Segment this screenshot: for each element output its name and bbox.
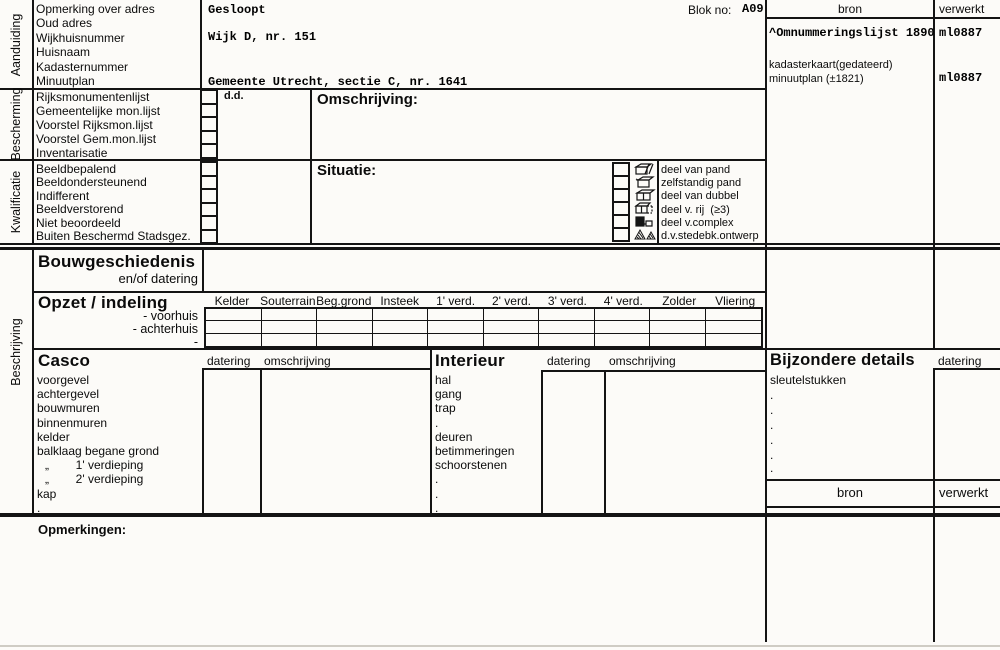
aanduiding-row-label: Wijkhuisnummer: [36, 31, 125, 45]
divider: [202, 250, 204, 292]
opzet-cell[interactable]: [428, 334, 484, 346]
verwerkt-entry-2: ml0887: [939, 71, 983, 85]
opzet-cell[interactable]: [706, 334, 762, 346]
section-label-beschrijving: Beschrijving: [9, 318, 23, 386]
bescherming-row-label: Voorstel Rijksmon.lijst: [36, 118, 153, 132]
casco-row-label: bouwmuren: [37, 401, 100, 415]
opzet-cell[interactable]: [539, 334, 595, 346]
situatie-option-label: deel van dubbel: [661, 190, 739, 202]
opmerkingen-field[interactable]: [35, 540, 763, 640]
divider: [657, 161, 659, 243]
bron-column-field[interactable]: [768, 517, 932, 639]
interieur-omschrijving-field[interactable]: [607, 373, 763, 511]
opzet-cell[interactable]: [373, 321, 429, 333]
dd-label: d.d.: [224, 90, 244, 102]
bescherming-row-label: Voorstel Gem.mon.lijst: [36, 132, 157, 146]
aanduiding-row-label: Kadasternummer: [36, 60, 129, 74]
bouwgeschiedenis-subtitle: en/of datering: [118, 271, 198, 286]
bescherming-row-label: Inventarisatie: [36, 146, 108, 160]
situatie-field[interactable]: [315, 180, 609, 240]
divider: [933, 368, 1000, 370]
section-label-kwalificatie: Kwalificatie: [9, 170, 23, 234]
kwalificatie-row-label: Beeldondersteunend: [36, 175, 147, 189]
opzet-row-label: - achterhuis: [132, 322, 198, 336]
interieur-row-label: .: [435, 501, 439, 515]
opzet-col-header: 1' verd.: [436, 294, 476, 308]
bijzondere-datering-field[interactable]: [936, 371, 998, 477]
divider: [32, 0, 34, 244]
kwalificatie-row-label: Indifferent: [36, 189, 90, 203]
aanduiding-row-label: Minuutplan: [36, 74, 95, 88]
bron-column-header: bron: [837, 2, 863, 16]
opzet-cell[interactable]: [706, 309, 762, 321]
kwalificatie-row-label: Niet beoordeeld: [36, 216, 121, 230]
checkbox-dv-stedebk-ontwerp[interactable]: [612, 227, 630, 242]
bouwgeschiedenis-title: Bouwgeschiedenis: [38, 252, 196, 271]
opzet-cell[interactable]: [706, 321, 762, 333]
opzet-cell[interactable]: [428, 309, 484, 321]
casco-row-label: kap: [37, 487, 57, 501]
opzet-cell[interactable]: [650, 334, 706, 346]
bescherming-row-label: Rijksmonumentenlijst: [36, 90, 150, 104]
opzet-cell[interactable]: [484, 309, 540, 321]
situatie-option-label: deel v.complex: [661, 217, 734, 229]
row-building-icon: [634, 202, 656, 214]
interieur-omschrijving-header: omschrijving: [609, 354, 676, 368]
bron-entry-2-line-2: minuutplan (±1821): [769, 73, 864, 85]
opzet-cell[interactable]: [595, 309, 651, 321]
casco-datering-field[interactable]: [205, 371, 258, 511]
verwerkt-column-header: verwerkt: [939, 2, 985, 16]
bijzondere-row-label: .: [770, 418, 774, 432]
bouwgeschiedenis-field[interactable]: [206, 252, 763, 290]
interieur-row-label: .: [435, 487, 439, 501]
opzet-cell[interactable]: [317, 309, 373, 321]
complex-building-icon: [634, 215, 656, 227]
bijzondere-row-label: .: [770, 461, 774, 475]
aanduiding-row-label: Huisnaam: [36, 45, 91, 59]
opzet-col-header: Zolder: [662, 294, 697, 308]
bijzondere-bron-header: bron: [836, 485, 864, 500]
part-of-building-icon: [634, 163, 656, 175]
bescherming-row-label: Gemeentelijke mon.lijst: [36, 104, 161, 118]
interieur-row-label: gang: [435, 387, 462, 401]
casco-datering-header: datering: [207, 354, 251, 368]
interieur-row-label: .: [435, 416, 439, 430]
divider: [310, 88, 312, 244]
divider: [604, 370, 606, 513]
situatie-option-label: deel van pand: [661, 164, 731, 176]
bijzondere-row-label: .: [770, 388, 774, 402]
divider: [0, 513, 1000, 517]
casco-omschrijving-header: omschrijving: [264, 354, 331, 368]
checkbox-buiten-beschermd-stadsgez[interactable]: [200, 229, 218, 245]
casco-row-label: „ 2' verdieping: [45, 472, 144, 486]
verwerkt-column-field[interactable]: [936, 517, 998, 639]
divider: [765, 17, 1000, 19]
double-building-icon: [634, 189, 656, 201]
opzet-col-header: Beg.grond: [316, 294, 372, 308]
divider: [765, 506, 1000, 508]
blok-no-value: A09: [742, 2, 764, 16]
kwalificatie-row-label: Beeldbepalend: [36, 162, 117, 176]
interieur-datering-field[interactable]: [544, 373, 602, 511]
omschrijving-label: Omschrijving:: [317, 91, 418, 108]
divider: [260, 368, 262, 513]
checkbox-inventarisatie[interactable]: [200, 143, 218, 159]
omschrijving-field[interactable]: [315, 108, 763, 158]
divider: [933, 0, 935, 350]
opzet-column-headers: [204, 294, 763, 308]
bron-entry-2-line-1: kadasterkaart(gedateerd): [769, 59, 893, 71]
bijzondere-row-label: .: [770, 448, 774, 462]
detached-building-icon: [634, 176, 656, 188]
interieur-row-label: .: [435, 472, 439, 486]
opzet-col-header: 3' verd.: [547, 294, 587, 308]
casco-row-label: balklaag begane grond: [37, 444, 160, 458]
section-label-aanduiding: Aanduiding: [9, 13, 23, 77]
casco-row-label: achtergevel: [37, 387, 100, 401]
interieur-datering-header: datering: [547, 354, 591, 368]
opzet-cell[interactable]: [595, 334, 651, 346]
opzet-row-label: - voorhuis: [143, 309, 198, 323]
casco-omschrijving-field[interactable]: [263, 371, 428, 511]
interieur-row-label: schoorstenen: [435, 458, 508, 472]
opzet-cell[interactable]: [484, 321, 540, 333]
interieur-row-label: hal: [435, 373, 452, 387]
bescherming-checkbox-stack: [200, 89, 218, 159]
casco-row-label: „ 1' verdieping: [45, 458, 144, 472]
dd-column-field[interactable]: [222, 102, 308, 242]
divider: [765, 479, 1000, 481]
kwalificatie-row-label: Buiten Beschermd Stadsgez.: [36, 229, 191, 243]
opzet-col-header: Vliering: [715, 294, 756, 308]
opzet-cell[interactable]: [373, 334, 429, 346]
situatie-option-label: zelfstandig pand: [661, 177, 742, 189]
divider: [200, 0, 202, 88]
bron-entry-1: ^Omnummeringslijst 1890: [769, 26, 935, 40]
aanduiding-row-label: Oud adres: [36, 16, 93, 30]
situatie-option-label: d.v.stedebk.ontwerp: [661, 230, 759, 242]
wijkhuisnummer-value: Wijk D, nr. 151: [208, 30, 317, 44]
opzet-col-header: Insteek: [380, 294, 420, 308]
bijzondere-datering-header: datering: [938, 354, 982, 368]
opzet-title: Opzet / indeling: [38, 293, 168, 312]
casco-row-label: .: [37, 501, 41, 515]
opzet-cell[interactable]: [373, 309, 429, 321]
opzet-cell[interactable]: [539, 309, 595, 321]
opzet-cell[interactable]: [262, 334, 318, 346]
bijzondere-row-label: sleutelstukken: [770, 373, 847, 387]
opzet-cell[interactable]: [206, 309, 262, 321]
opmerkingen-label: Opmerkingen:: [38, 522, 127, 537]
situatie-label: Situatie:: [317, 162, 377, 179]
kwalificatie-checkbox-stack: [200, 161, 218, 244]
opzet-col-header: 4' verd.: [603, 294, 643, 308]
opzet-col-header: 2' verd.: [491, 294, 531, 308]
divider: [0, 247, 1000, 250]
divider: [202, 368, 204, 513]
interieur-row-label: betimmeringen: [435, 444, 515, 458]
interieur-row-label: deuren: [435, 430, 473, 444]
divider: [430, 350, 432, 513]
aanduiding-row-label: Opmerking over adres: [36, 2, 155, 16]
situatie-option-label: deel v. rij (≥3): [661, 204, 730, 216]
opzet-cell[interactable]: [206, 321, 262, 333]
opzet-cell[interactable]: [650, 309, 706, 321]
opzet-cell[interactable]: [428, 321, 484, 333]
interieur-title: Interieur: [435, 351, 505, 370]
divider: [32, 250, 34, 513]
blok-no-label: Blok no:: [688, 3, 732, 17]
urban-design-icon: [634, 228, 656, 240]
divider: [933, 368, 935, 642]
opzet-table: [204, 307, 763, 348]
casco-row-label: voorgevel: [37, 373, 90, 387]
divider: [765, 0, 767, 642]
divider: [202, 368, 431, 370]
paper-edge: [0, 645, 1000, 647]
opzet-col-header: Kelder: [214, 294, 250, 308]
divider: [0, 243, 1000, 245]
section-label-bescherming: Bescherming: [9, 87, 23, 161]
opzet-cell[interactable]: [539, 321, 595, 333]
interieur-row-label: trap: [435, 401, 456, 415]
opzet-cell[interactable]: [650, 321, 706, 333]
bijzondere-row-label: .: [770, 433, 774, 447]
divider: [541, 370, 766, 372]
kwalificatie-row-label: Beeldverstorend: [36, 202, 124, 216]
casco-row-label: binnenmuren: [37, 416, 108, 430]
opzet-cell[interactable]: [262, 309, 318, 321]
bijzondere-row-label: .: [770, 403, 774, 417]
opzet-cell[interactable]: [262, 321, 318, 333]
opzet-cell[interactable]: [317, 334, 373, 346]
situatie-checkbox-stack: [612, 162, 630, 242]
opzet-cell[interactable]: [317, 321, 373, 333]
opmerking-adres-value: Gesloopt: [208, 3, 266, 17]
opzet-cell[interactable]: [206, 334, 262, 346]
opzet-row-label: -: [193, 335, 198, 349]
opzet-cell[interactable]: [595, 321, 651, 333]
casco-row-label: kelder: [37, 430, 70, 444]
bijzondere-details-title: Bijzondere details: [770, 351, 915, 369]
opzet-cell[interactable]: [484, 334, 540, 346]
verwerkt-entry-1: ml0887: [939, 26, 983, 40]
divider: [0, 159, 767, 161]
opzet-col-header: Souterrain: [260, 294, 316, 308]
bijzondere-verwerkt-header: verwerkt: [939, 485, 989, 500]
casco-title: Casco: [38, 351, 91, 370]
divider: [541, 370, 543, 513]
minuutplan-value: Gemeente Utrecht, sectie C, nr. 1641: [208, 75, 468, 89]
